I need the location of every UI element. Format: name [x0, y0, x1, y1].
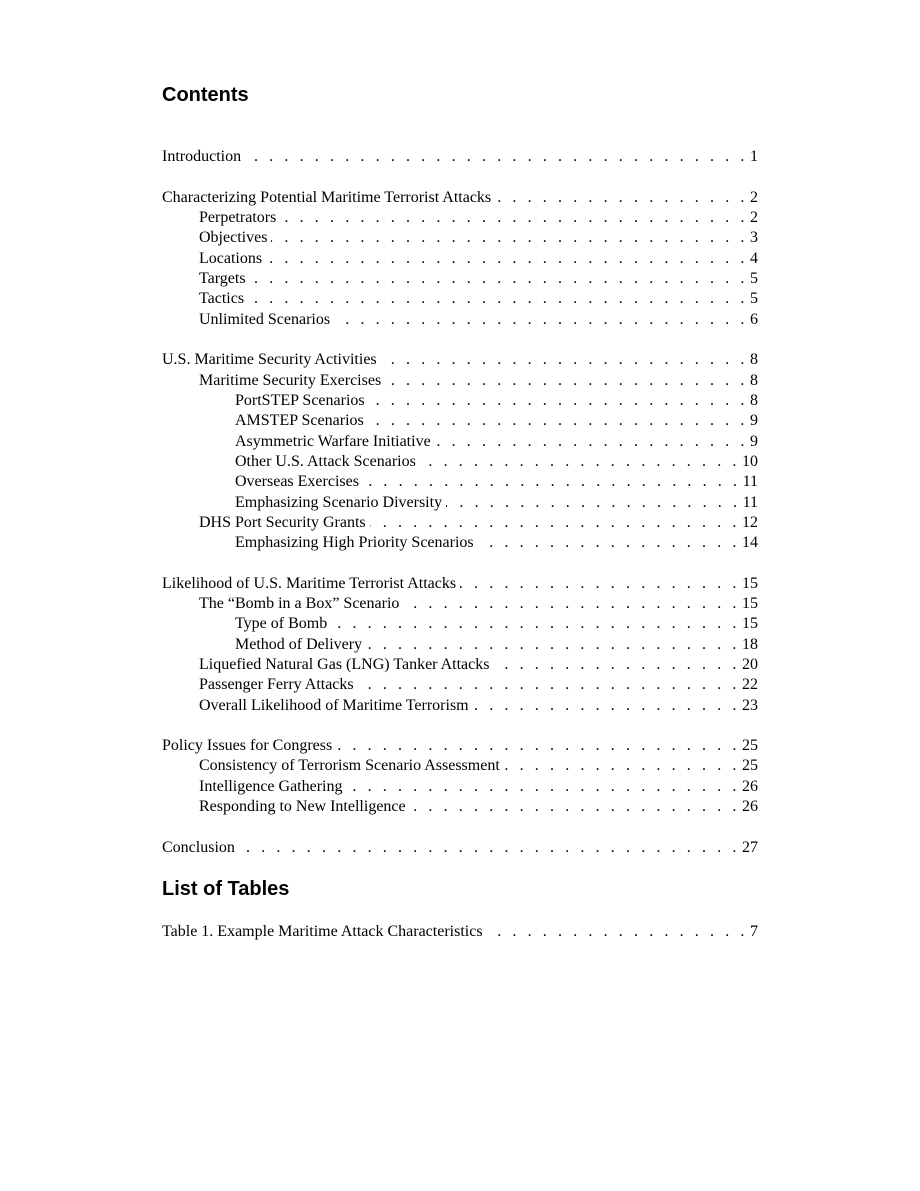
toc-entry-title: Method of Delivery: [235, 636, 363, 653]
toc-entry-targets[interactable]: [199, 269, 758, 289]
toc-entry-passenger-ferry-attacks[interactable]: [199, 675, 758, 695]
toc-entry-title: Passenger Ferry Attacks: [199, 676, 354, 693]
toc-entry-title: The “Bomb in a Box” Scenario: [199, 595, 400, 612]
toc-entry-title: Introduction: [162, 148, 242, 165]
toc-entry-lng-tanker-attacks[interactable]: [199, 655, 758, 675]
toc-entry-characterizing-attacks[interactable]: [162, 188, 758, 208]
dot-leader: [446, 493, 741, 513]
toc-entry-page: 12: [742, 514, 758, 531]
toc-entry-page: 6: [750, 311, 758, 328]
toc-entry-unlimited-scenarios[interactable]: [199, 310, 758, 330]
toc-entry-page: 18: [742, 636, 758, 653]
toc-entry-title: Maritime Security Exercises: [199, 372, 382, 389]
toc-entry-page: 11: [742, 494, 758, 511]
toc-entry-title: AMSTEP Scenarios: [235, 412, 364, 429]
toc-entry-page: 2: [750, 189, 758, 206]
toc-entry-page: 25: [742, 737, 758, 754]
dot-leader: [435, 432, 748, 452]
toc-entry-page: 26: [742, 778, 758, 795]
dot-leader: [504, 756, 740, 776]
dot-leader: [460, 574, 740, 594]
toc-entry-title: Type of Bomb: [235, 615, 328, 632]
dot-leader: [370, 513, 740, 533]
toc-entry-page: 5: [750, 290, 758, 307]
toc-entry-maritime-security-exercises[interactable]: [199, 371, 758, 391]
contents-heading: Contents: [162, 84, 249, 106]
toc-entry-portstep[interactable]: [235, 391, 758, 411]
dot-leader: [487, 922, 748, 942]
dot-leader: [334, 310, 748, 330]
dot-leader: [366, 635, 740, 655]
toc-entry-title: PortSTEP Scenarios: [235, 392, 365, 409]
toc-entry-asymmetric-warfare[interactable]: [235, 432, 758, 452]
toc-entry-title: Asymmetric Warfare Initiative: [235, 433, 431, 450]
toc-entry-overall-likelihood[interactable]: [199, 696, 758, 716]
dot-leader: [271, 228, 748, 248]
dot-leader: [248, 289, 748, 309]
toc-entry-scenario-diversity[interactable]: [235, 493, 758, 513]
toc-entry-title: Tactics: [199, 290, 245, 307]
toc-entry-page: 23: [742, 697, 758, 714]
toc-entry-page: 8: [750, 392, 758, 409]
toc-entry-page: 20: [742, 656, 758, 673]
toc-entry-page: 4: [750, 250, 758, 267]
toc-entry-page: 25: [742, 757, 758, 774]
dot-leader: [363, 472, 741, 492]
list-of-tables-heading: List of Tables: [162, 878, 290, 900]
dot-leader: [368, 411, 748, 431]
toc-entry-locations[interactable]: [199, 249, 758, 269]
toc-entry-us-maritime-security[interactable]: [162, 350, 758, 370]
toc-entry-introduction[interactable]: [162, 147, 758, 167]
toc-entry-page: 27: [742, 839, 758, 856]
toc-entry-bomb-in-a-box[interactable]: [199, 594, 758, 614]
dot-leader: [245, 147, 748, 167]
toc-entry-page: 8: [750, 351, 758, 368]
toc-entry-page: 8: [750, 372, 758, 389]
toc-entry-page: 3: [750, 229, 758, 246]
dot-leader: [420, 452, 740, 472]
toc-entry-dhs-port-security-grants[interactable]: [199, 513, 758, 533]
toc-entry-intelligence-gathering[interactable]: [199, 777, 758, 797]
dot-leader: [266, 249, 748, 269]
toc-entry-page: 2: [750, 209, 758, 226]
toc-entry-page: 22: [742, 676, 758, 693]
toc-entry-title: Other U.S. Attack Scenarios: [235, 453, 416, 470]
dot-leader: [336, 736, 740, 756]
toc-entry-page: 9: [750, 433, 758, 450]
toc-entry-objectives[interactable]: [199, 228, 758, 248]
toc-entry-page: 5: [750, 270, 758, 287]
toc-entry-title: Responding to New Intelligence: [199, 798, 406, 815]
dot-leader: [347, 777, 741, 797]
toc-entry-conclusion[interactable]: [162, 838, 758, 858]
toc-entry-page: 7: [750, 923, 758, 940]
toc-entry-title: Perpetrators: [199, 209, 277, 226]
toc-entry-page: 10: [742, 453, 758, 470]
dot-leader: [331, 614, 740, 634]
toc-entry-title: Locations: [199, 250, 263, 267]
toc-entry-title: U.S. Maritime Security Activities: [162, 351, 377, 368]
toc-entry-page: 1: [750, 148, 758, 165]
toc-entry-type-of-bomb[interactable]: [235, 614, 758, 634]
toc-entry-page: 15: [742, 615, 758, 632]
dot-leader: [493, 655, 740, 675]
toc-entry-other-us-attack-scenarios[interactable]: [235, 452, 758, 472]
toc-entry-title: Conclusion: [162, 839, 235, 856]
toc-entry-page: 14: [742, 534, 758, 551]
toc-entry-overseas-exercises[interactable]: [235, 472, 758, 492]
dot-leader: [385, 371, 748, 391]
toc-entry-page: 9: [750, 412, 758, 429]
dot-leader: [358, 675, 740, 695]
dot-leader: [495, 188, 748, 208]
dot-leader: [410, 797, 740, 817]
toc-entry-method-of-delivery[interactable]: [235, 635, 758, 655]
toc-entry-title: Liquefied Natural Gas (LNG) Tanker Attacks: [199, 656, 490, 673]
dot-leader: [403, 594, 740, 614]
dot-leader: [239, 838, 740, 858]
toc-entry-page: 26: [742, 798, 758, 815]
toc-entry-policy-issues[interactable]: [162, 736, 758, 756]
toc-entry-title: Overseas Exercises: [235, 473, 359, 490]
toc-entry-title: Emphasizing Scenario Diversity: [235, 494, 443, 511]
toc-entry-title: Likelihood of U.S. Maritime Terrorist Attacks: [162, 575, 457, 592]
toc-entry-page: 11: [742, 473, 758, 490]
toc-entry-consistency-assessment[interactable]: [199, 756, 758, 776]
toc-entry-title: Targets: [199, 270, 246, 287]
toc-entry-title: Consistency of Terrorism Scenario Assessment: [199, 757, 500, 774]
toc-entry-title: Table 1. Example Maritime Attack Characteristics: [162, 923, 483, 940]
toc-entry-title: Intelligence Gathering: [199, 778, 343, 795]
dot-leader: [280, 208, 748, 228]
toc-entry-perpetrators[interactable]: [199, 208, 758, 228]
toc-entry-page: 15: [742, 575, 758, 592]
toc-entry-title: Unlimited Scenarios: [199, 311, 331, 328]
toc-entry-tactics[interactable]: [199, 289, 758, 309]
dot-leader: [473, 696, 740, 716]
toc-entry-title: Policy Issues for Congress: [162, 737, 333, 754]
toc-entry-page: 15: [742, 595, 758, 612]
toc-entry-title: Objectives: [199, 229, 268, 246]
toc-entry-title: DHS Port Security Grants: [199, 514, 366, 531]
toc-entry-new-intelligence[interactable]: [199, 797, 758, 817]
toc-entry-title: Characterizing Potential Maritime Terrorist Attacks: [162, 189, 492, 206]
dot-leader: [381, 350, 748, 370]
dot-leader: [478, 533, 740, 553]
dot-leader: [369, 391, 748, 411]
toc-entry-title: Emphasizing High Priority Scenarios: [235, 534, 474, 551]
toc-entry-title: Overall Likelihood of Maritime Terrorism: [199, 697, 469, 714]
toc-entry-amstep[interactable]: [235, 411, 758, 431]
toc-entry-high-priority-scenarios[interactable]: [235, 533, 758, 553]
dot-leader: [250, 269, 748, 289]
toc-entry-table-1[interactable]: [162, 922, 758, 942]
toc-entry-likelihood[interactable]: [162, 574, 758, 594]
